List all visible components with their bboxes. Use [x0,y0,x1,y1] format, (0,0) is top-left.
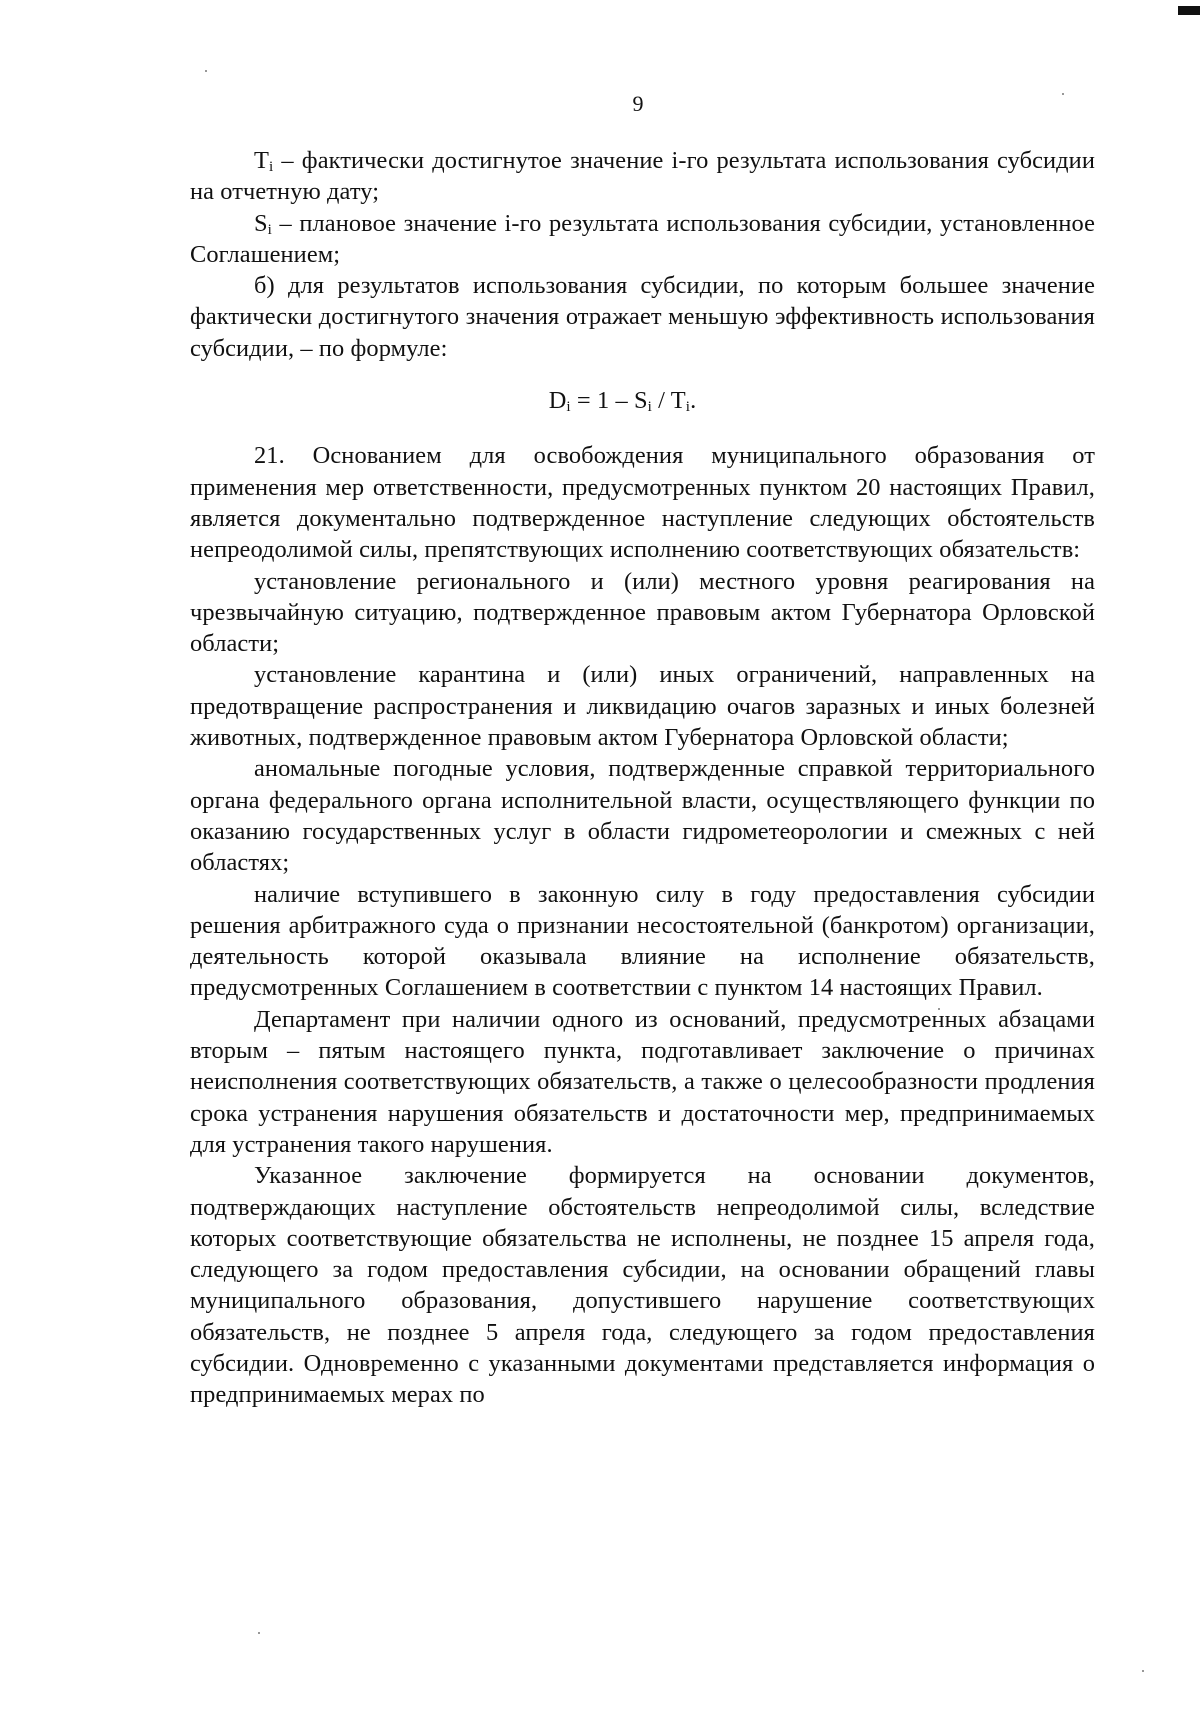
index-i: i [566,399,571,416]
formula-part: / [651,387,671,415]
paragraph-quarantine: установление карантина и (или) иных ограничений, направленных на предотвращение распространения и ликвидацию очагов заразных и иных болезней животных, подтвержденное правовым актом Губернатора Орловской области; [190,661,1095,752]
paragraph-emergency: установление регионального и (или) местного уровня реагирования на чрезвычайную ситуацию, подтвержденное правовым актом Губернатора Орловской области; [190,567,1095,658]
formula-part: . [690,387,697,415]
paragraph-ti-definition [190,145,1095,208]
index-i: i [647,399,652,416]
document-body [190,145,1095,1411]
scan-speck [205,70,207,72]
page-number: 9 [632,91,644,116]
index-i: i [685,399,691,416]
variable-s: S [633,387,648,415]
scan-speck [258,1632,260,1634]
scan-speck [1142,1670,1144,1672]
paragraph-b-formula-intro: б) для результатов использования субсидии, по которым большее значение фактически достигнутого значения отражает меньшую эффективность использования субсидии, – по формуле: [190,272,1095,362]
paragraph-conclusion: Указанное заключение формируется на основании документов, подтверждающих наступление обстоятельств непреодолимой силы, вследствие которых соответствующие обязательства не исполнены, не позднее 15 апреля года, следующего за годом предоставления субсидии, на основании обращений главы муниципального образования, допустившего нарушение соответствующих обязательств, не позднее 5 апреля года, следующего за годом предоставления субсидии. Одновременно с указанными документами представляется информация о предпринимаемых мерах по [190,1162,1095,1409]
paragraph-21: 21. Основанием для освобождения муниципального образования от применения мер ответственности, предусмотренных пунктом 20 настоящих Правил, является документально подтвержденное наступление следующих обстоятельств непреодолимой силы, препятствующих исполнению соответствующих обязательств: [190,442,1095,564]
index-i: i [269,159,274,175]
paragraph-text: – плановое значение i-го результата использования субсидии, установленное Соглашением; [190,209,1095,268]
variable-t: T [254,147,269,174]
variable-t: T [670,387,686,415]
paragraph-si-definition [190,208,1095,271]
formula-part: = 1 – [570,387,634,415]
variable-s: S [254,209,268,237]
paragraph-text: – фактически достигнутое значение i-го результата использования субсидии на отчетную дату; [190,147,1095,206]
paragraph-bankruptcy: наличие вступившего в законную силу в году предоставления субсидии решения арбитражного суда о признании несостоятельной (банкротом) организации, деятельность которой оказывала влияние на исполнение обязательств, предусмотренных Соглашением в соответствии с пунктом 14 настоящих Правил. [190,880,1095,1002]
scan-corner-mark [1178,6,1200,15]
variable-d: D [548,387,567,415]
paragraph-weather: аномальные погодные условия, подтвержденные справкой территориального органа федерального органа исполнительной власти, осуществляющего функции по оказанию государственных услуг в области гидрометеорологии и смежных с ней областях; [190,755,1095,877]
index-i: i [267,221,272,238]
formula-di [190,385,1095,416]
paragraph-department: Департамент при наличии одного из оснований, предусмотренных абзацами вторым – пятым настоящего пункта, подготавливает заключение о причинах неисполнения соответствующих обязательств, а также о целесообразности продления срока устранения нарушения обязательств и достаточности мер, предпринимаемых для устранения такого нарушения. [190,1005,1095,1158]
